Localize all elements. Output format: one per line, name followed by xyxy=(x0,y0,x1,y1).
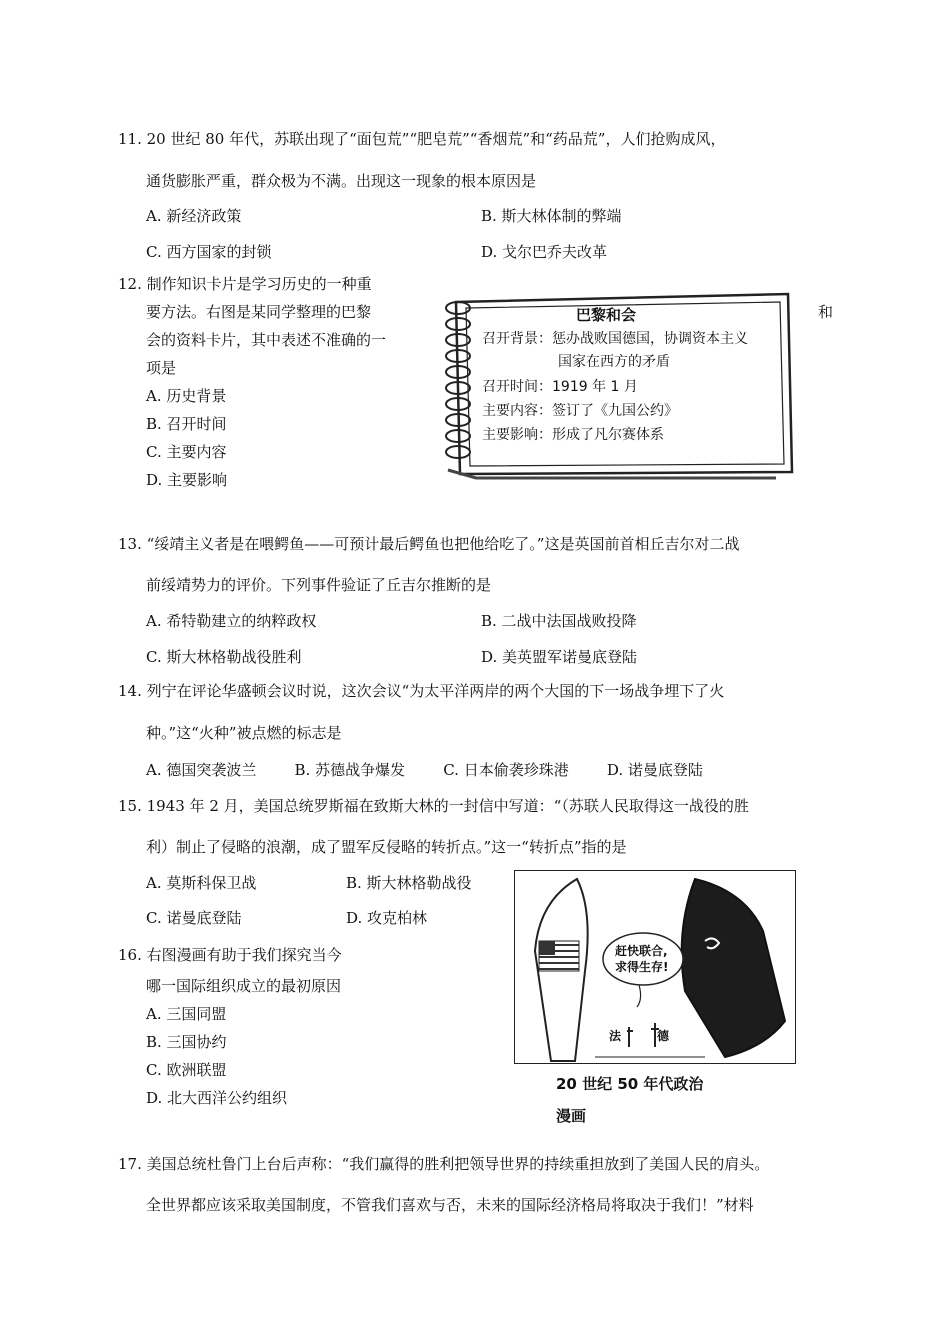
q16-option-d: D. 北大西洋公约组织 xyxy=(146,1089,288,1107)
q13-option-b: B. 二战中法国战败投降 xyxy=(481,612,637,630)
q13-option-d: D. 美英盟军诺曼底登陆 xyxy=(481,648,638,666)
cartoon-caption-line1: 20 世纪 50 年代政治 xyxy=(556,1075,704,1093)
q15-stem-line2: 利）制止了侵略的浪潮，成了盟军反侵略的转折点。”这一“转折点”指的是 xyxy=(146,838,627,856)
q12-stem-line2: 要方法。右图是某同学整理的巴黎 xyxy=(146,303,372,321)
q17-stem-line1: 17. 美国总统杜鲁门上台后声称：“我们赢得的胜利把领导世界的持续重担放到了美国人民的肩头。 xyxy=(118,1155,770,1173)
q11-stem-line1: 11. 20 世纪 80 年代，苏联出现了“面包荒”“肥皂荒”“香烟荒”和“药品荒”，人们抢购成风， xyxy=(118,130,726,148)
q15-stem-line1: 15. 1943 年 2 月，美国总统罗斯福在致斯大林的一封信中写道：“（苏联人民取得这一战役的胜 xyxy=(118,797,749,815)
cartoon-caption-line2: 漫画 xyxy=(556,1107,587,1125)
political-cartoon xyxy=(514,870,796,1064)
card-background-line2: 国家在西方的矛盾 xyxy=(558,354,670,370)
q12-stem-line3: 会的资料卡片，其中表述不准确的一 xyxy=(146,331,387,349)
q12-option-c: C. 主要内容 xyxy=(146,443,227,461)
q17-stem-line2: 全世界都应该采取美国制度，不管我们喜欢与否，未来的国际经济格局将取决于我们！”材料 xyxy=(146,1196,754,1214)
q12-stem-line4: 项是 xyxy=(146,359,177,377)
card-content: 主要内容：签订了《九国公约》 xyxy=(482,403,678,419)
q11-stem-line2: 通货膨胀严重，群众极为不满。出现这一现象的根本原因是 xyxy=(146,172,537,190)
knowledge-card xyxy=(436,284,796,480)
q15-option-a: A. 莫斯科保卫战 xyxy=(146,874,257,892)
q12-trailing-char: 和 xyxy=(818,303,834,321)
us-flag-icon xyxy=(539,941,579,971)
q16-option-a: A. 三国同盟 xyxy=(146,1005,227,1023)
q14-stem-line2: 种。”这“火种”被点燃的标志是 xyxy=(146,724,342,742)
q13-option-a: A. 希特勒建立的纳粹政权 xyxy=(146,612,317,630)
q11-option-b: B. 斯大林体制的弊端 xyxy=(481,207,622,225)
q15-option-b: B. 斯大林格勒战役 xyxy=(346,874,472,892)
q12-option-a: A. 历史背景 xyxy=(146,387,227,405)
q11-option-a: A. 新经济政策 xyxy=(146,207,242,225)
cartoon-bubble-line2: 求得生存! xyxy=(615,960,669,974)
q15-option-d: D. 攻克柏林 xyxy=(346,909,428,927)
q16-stem-line2: 哪一国际组织成立的最初原因 xyxy=(146,977,342,995)
card-impact: 主要影响：形成了凡尔赛体系 xyxy=(482,427,664,443)
q12-option-d: D. 主要影响 xyxy=(146,471,228,489)
q11-option-c: C. 西方国家的封锁 xyxy=(146,243,272,261)
card-background-line1: 召开背景：惩办战败国德国，协调资本主义 xyxy=(482,331,748,347)
q11-option-d: D. 戈尔巴乔夫改革 xyxy=(481,243,608,261)
cartoon-label-germany: 德 xyxy=(657,1029,670,1043)
card-time: 召开时间：1919 年 1 月 xyxy=(482,379,638,395)
card-title: 巴黎和会 xyxy=(576,306,637,324)
q16-option-b: B. 三国协约 xyxy=(146,1033,227,1051)
q15-option-c: C. 诺曼底登陆 xyxy=(146,909,242,927)
q13-stem-line2: 前绥靖势力的评价。下列事件验证了丘吉尔推断的是 xyxy=(146,576,492,594)
q12-option-b: B. 召开时间 xyxy=(146,415,227,433)
cartoon-label-france: 法 xyxy=(609,1029,622,1043)
q13-option-c: C. 斯大林格勒战役胜利 xyxy=(146,648,302,666)
q13-stem-line1: 13. “绥靖主义者是在喂鳄鱼——可预计最后鳄鱼也把他给吃了。”这是英国前首相丘吉尔对二战 xyxy=(118,535,740,553)
q16-option-c: C. 欧洲联盟 xyxy=(146,1061,227,1079)
cartoon-bubble-line1: 赶快联合, xyxy=(615,944,668,958)
q16-stem-line1: 16. 右图漫画有助于我们探究当今 xyxy=(118,946,342,964)
q14-options: A. 德国突袭波兰 B. 苏德战争爆发 C. 日本偷袭珍珠港 D. 诺曼底登陆 xyxy=(146,761,703,779)
q12-stem-line1: 12. 制作知识卡片是学习历史的一种重 xyxy=(118,275,372,293)
q14-stem-line1: 14. 列宁在评论华盛顿会议时说，这次会议“为太平洋两岸的两个大国的下一场战争埋下了火 xyxy=(118,682,725,700)
